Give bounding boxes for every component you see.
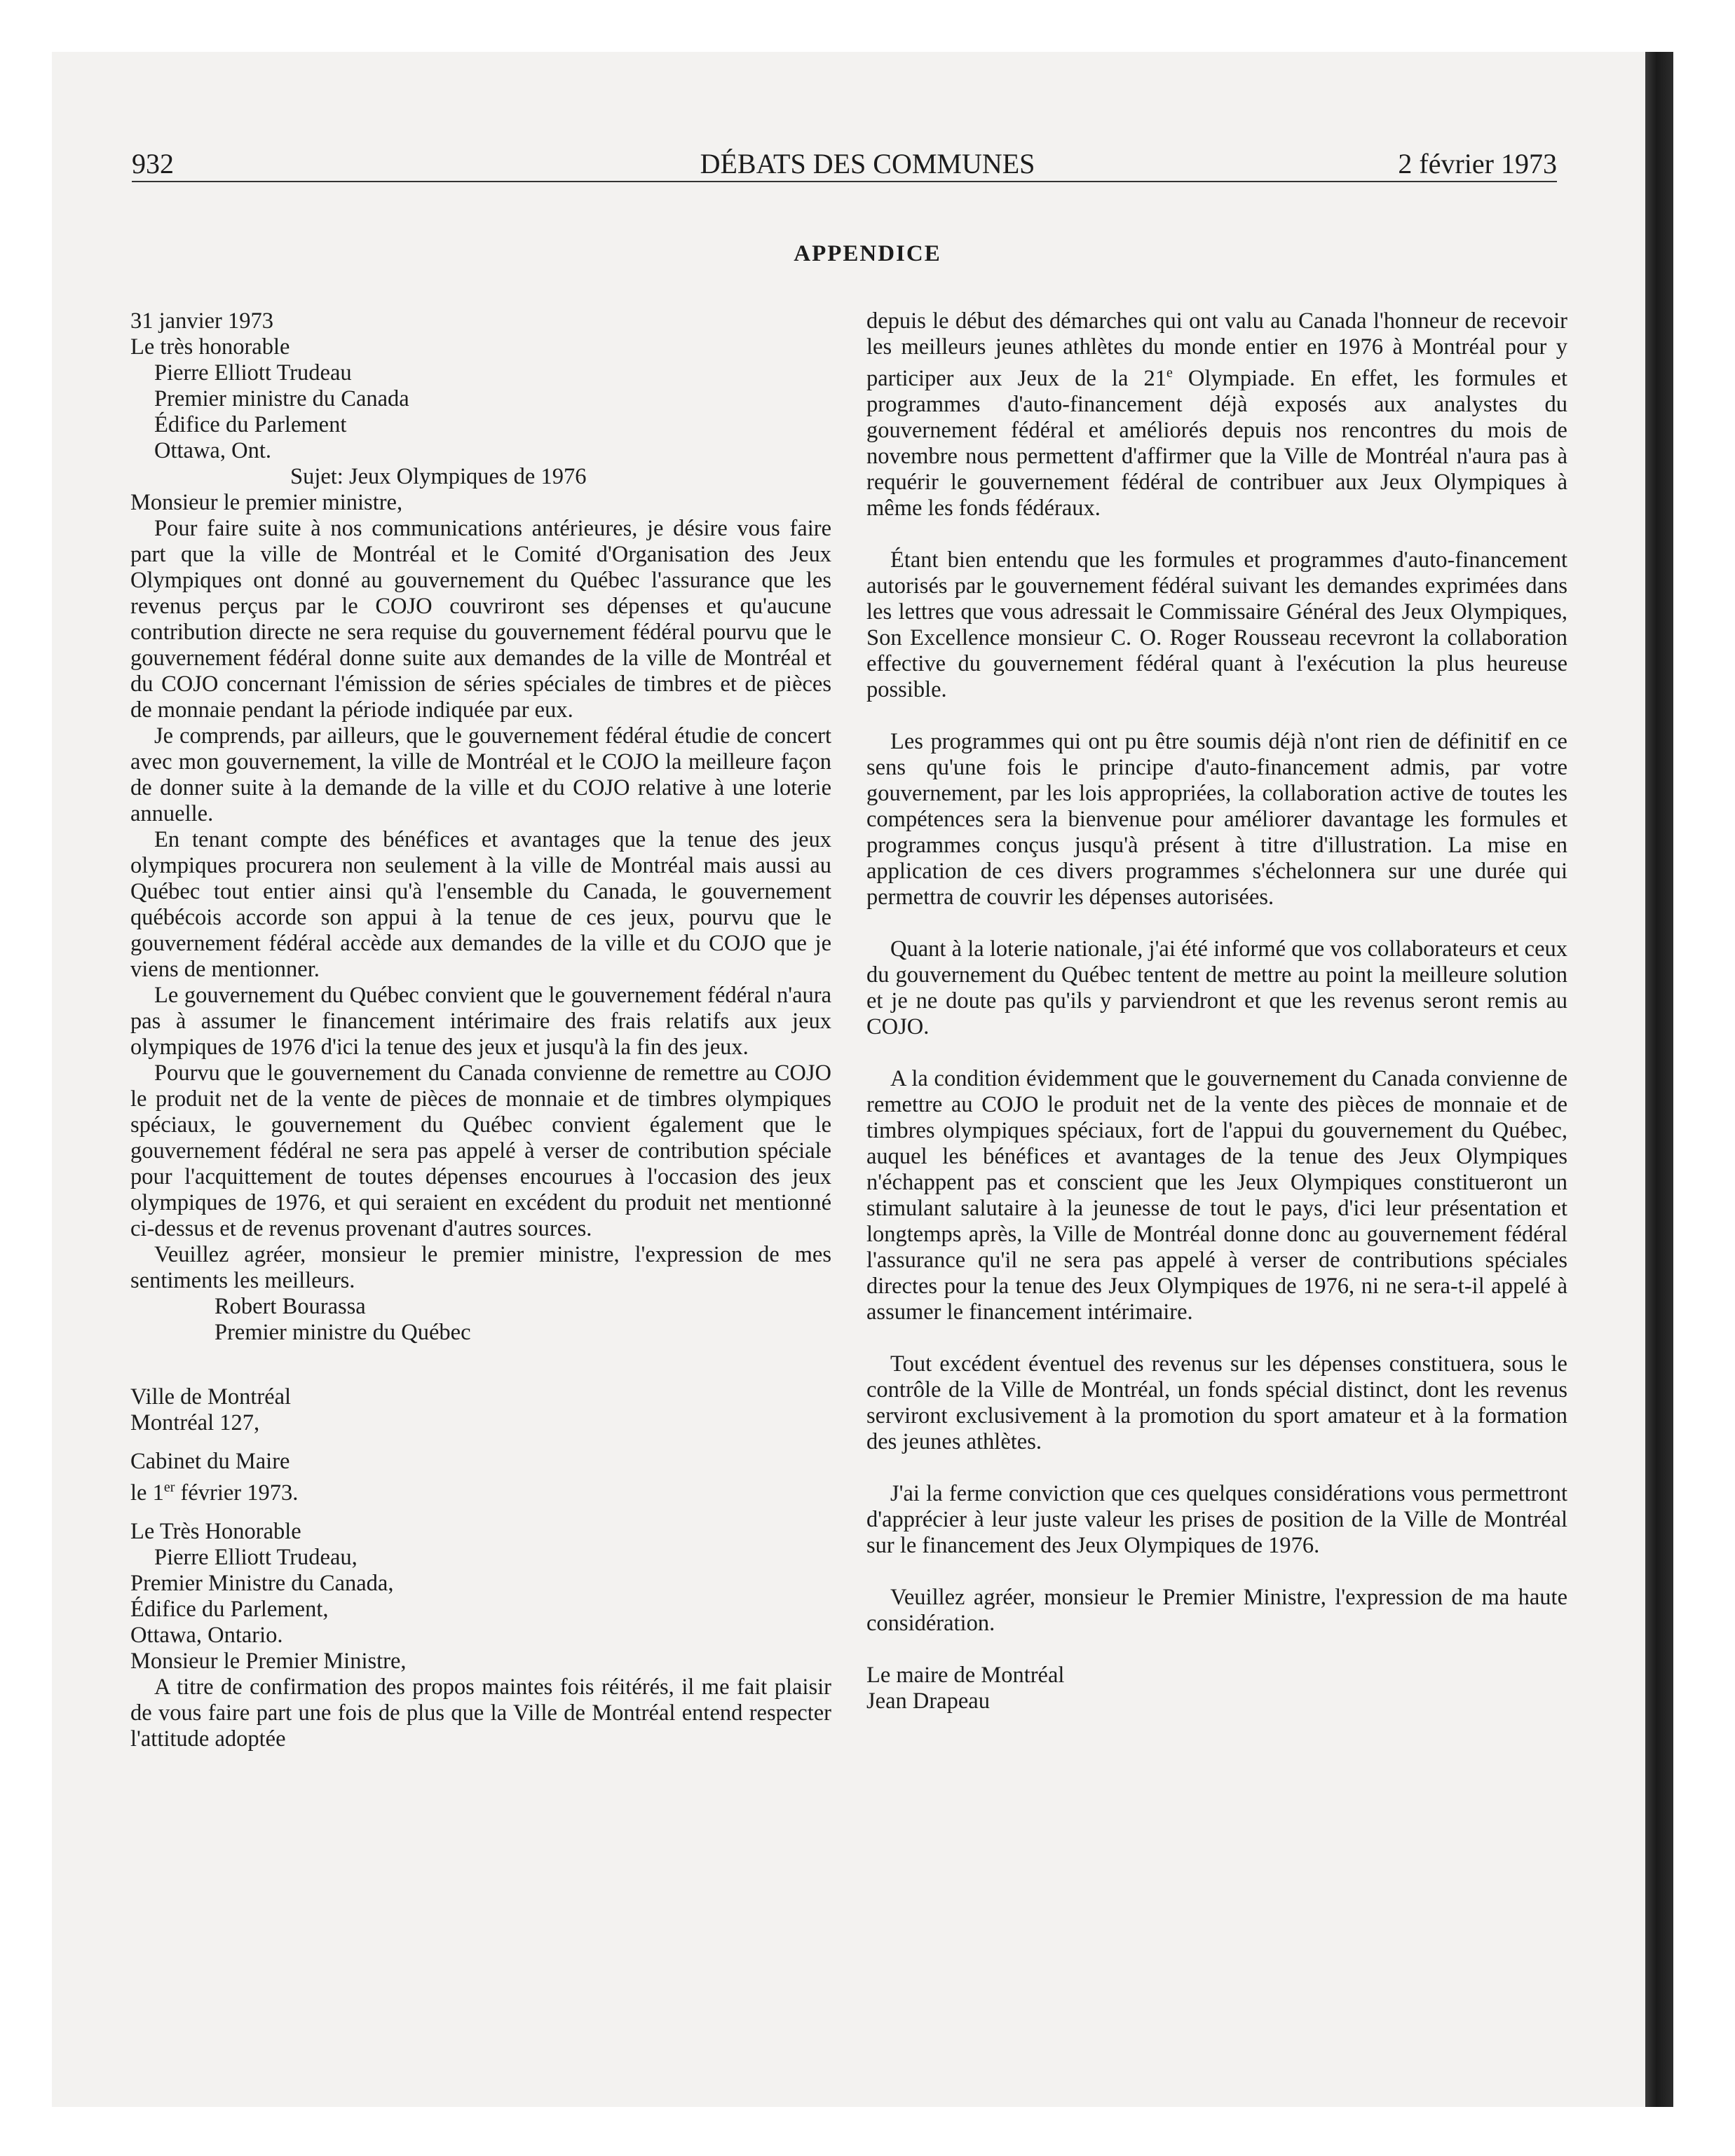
letter2-address-line: Le Très Honorable (130, 1518, 301, 1544)
letter1-address-line: Ottawa, Ont. (154, 438, 271, 463)
letter1-subject: Sujet: Jeux Olympiques de 1976 (290, 464, 587, 489)
letter1-closing: Veuillez agréer, monsieur le premier ministre, l'expression de mes sentiments les meilleurs. (130, 1242, 831, 1293)
appendix-title: APPENDICE (794, 241, 941, 266)
letter2-paragraph: Étant bien entendu que les formules et programmes d'auto-financement autorisés par le gouvernement fédéral suivant les demandes exprimées dans les lettres que vous adressait le Commissaire Général des Jeux Olympiques, Son Excellence monsieur C. O. Roger Rousseau recevront la collaboration effective du gouvernement fédéral quant à l'exécution la plus heureuse possible. (866, 547, 1567, 702)
letter2-address-line: Édifice du Parlement, (130, 1596, 329, 1622)
letter2-paragraph: A titre de confirmation des propos maintes fois réitérés, il me fait plaisir de vous faire part une fois de plus que la Ville de Montréal entend respecter l'attitude adoptée (130, 1674, 831, 1752)
letter2-paragraph: Les programmes qui ont pu être soumis déjà n'ont rien de définitif en ce sens qu'une fois le principe d'auto-financement admis, par votre gouvernement, par les lois appropriées, la collaboration active de toutes les compétences sera la bienvenue pour améliorer davantage les formules et programmes conçus jusqu'à présent à titre d'illustration. La mise en application de ces divers programmes s'échelonnera sur une durée qui permettra de couvrir les dépenses autorisées. (866, 728, 1567, 910)
letter2-office: Cabinet du Maire (130, 1449, 290, 1474)
letter2-address-line: Premier Ministre du Canada, (130, 1570, 394, 1596)
letter2-closing: Veuillez agréer, monsieur le Premier Ministre, l'expression de ma haute considération. (866, 1584, 1567, 1636)
letter2-signature-name: Jean Drapeau (866, 1688, 990, 1714)
letter1-paragraph: En tenant compte des bénéfices et avantages que la tenue des jeux olympiques procurera non seulement à la ville de Montréal mais aussi au Québec tout entier ainsi qu'à l'ensemble du Canada, le gouvernement québécois accorde son appui à la tenue de ces jeux, pourvu que le gouvernement fédéral accède aux demandes de la ville et du COJO que je viens de mentionner. (130, 827, 831, 982)
letter2-paragraph: Quant à la loterie nationale, j'ai été informé que vos collaborateurs et ceux du gouvernement du Québec tentent de mettre au point la meilleure solution et je ne doute pas qu'ils y parviendront et que les revenus seront remis au COJO. (866, 936, 1567, 1039)
letter1-signature-name: Robert Bourassa (215, 1294, 366, 1319)
letter1-address-line: Pierre Elliott Trudeau (154, 360, 352, 386)
letter1-signature-title: Premier ministre du Québec (215, 1320, 471, 1345)
letter1-address-line: Premier ministre du Canada (154, 386, 409, 411)
letter2-date: le 1er février 1973. (130, 1480, 299, 1506)
left-column (130, 308, 831, 1752)
letter1-paragraph: Le gouvernement du Québec convient que le gouvernement fédéral n'aura pas à assumer le financement intérimaire des frais relatifs aux jeux olympiques de 1976 d'ici la tenue des jeux et jusqu'à la fin des jeux. (130, 983, 831, 1060)
right-column (866, 308, 1567, 1714)
letter2-address-line: Pierre Elliott Trudeau, (154, 1544, 358, 1570)
letter1-salutation: Monsieur le premier ministre, (130, 490, 403, 515)
letter1-paragraph: Pourvu que le gouvernement du Canada convienne de remettre au COJO le produit net de la vente de pièces de monnaie et de timbres olympiques spéciaux, le gouvernement du Québec convient également que le gouvernement fédéral ne sera pas appelé à verser de contribution spéciale pour l'acquittement de toutes dépenses encourues à l'occasion des jeux olympiques de 1976, et qui seraient en excédent du produit net mentionné ci-dessus et de revenus provenant d'autres sources. (130, 1060, 831, 1241)
running-title: DÉBATS DES COMMUNES (700, 148, 1035, 179)
letter1-paragraph: Pour faire suite à nos communications antérieures, je désire vous faire part que la ville de Montréal et le Comité d'Organisation des Jeux Olympiques ont donné au gouvernement du Québec l'assurance que les revenus perçus par le COJO couvriront ses dépenses et qu'aucune contribution directe ne sera requise du gouvernement fédéral pourvu que le gouvernement fédéral donne suite aux demandes de la ville de Montréal et du COJO concernant l'émission de séries spéciales de timbres et de pièces de monnaie pendant la période indiquée par eux. (130, 516, 831, 723)
book-spine-shadow (1645, 52, 1673, 2107)
letter2-paragraph: Tout excédent éventuel des revenus sur les dépenses constituera, sous le contrôle de la Ville de Montréal, un fonds spécial distinct, dont les revenus serviront exclusivement à la promotion du sport amateur et à la formation des jeunes athlètes. (866, 1351, 1567, 1454)
letter2-paragraph-continued: depuis le début des démarches qui ont valu au Canada l'honneur de recevoir les meilleurs jeunes athlètes du monde entier en 1976 à Montréal pour y participer aux Jeux de la 21e Olympiade. En effet, les formules et programmes d'auto-financement déjà exposés aux analystes du gouvernement fédéral et améliorés depuis nos rencontres du mois de novembre nous permettent d'affirmer que la Ville de Montréal n'aura pas à requérir le gouvernement fédéral de contribuer aux Jeux Olympiques à même les fonds fédéraux. (866, 308, 1567, 521)
header-date: 2 février 1973 (1398, 148, 1557, 179)
letter2-signature-title: Le maire de Montréal (866, 1662, 1065, 1688)
page-number: 932 (132, 148, 174, 179)
letter1-address-line: Le très honorable (130, 334, 290, 360)
letter1-address-line: Édifice du Parlement (154, 412, 347, 437)
header-rule (132, 181, 1557, 182)
letter2-salutation: Monsieur le Premier Ministre, (130, 1648, 407, 1674)
letter1-paragraph: Je comprends, par ailleurs, que le gouvernement fédéral étudie de concert avec mon gouvernement, la ville de Montréal et le COJO la meilleure façon de donner suite à la demande de la ville et du COJO relative à une loterie annuelle. (130, 723, 831, 826)
letter2-paragraph: A la condition évidemment que le gouvernement du Canada convienne de remettre au COJO le produit net de la vente des pièces de monnaie et de timbres olympiques spéciaux, fort de l'appui du gouvernement du Québec, auquel les bénéfices et avantages de la tenue des Jeux Olympiques n'échappent pas et conscient que les Jeux Olympiques constitueront un stimulant salutaire à la jeunesse de tout le pays, d'ici leur présentation et longtemps après, la Ville de Montréal donne donc au gouvernement fédéral l'assurance qu'il ne sera pas appelé à verser de contributions spéciales directes pour la tenue des Jeux Olympiques de 1976, ni ne sera-t-il appelé à assumer le financement intérimaire. (866, 1065, 1567, 1325)
letter2-place: Montréal 127, (130, 1410, 260, 1435)
letter2-sender: Ville de Montréal (130, 1384, 292, 1410)
letter2-address-line: Ottawa, Ontario. (130, 1622, 283, 1648)
letter2-paragraph: J'ai la ferme conviction que ces quelques considérations vous permettront d'apprécier à leur juste valeur les prises de position de la Ville de Montréal sur le financement des Jeux Olympiques de 1976. (866, 1480, 1567, 1558)
letter1-date: 31 janvier 1973 (130, 308, 273, 334)
